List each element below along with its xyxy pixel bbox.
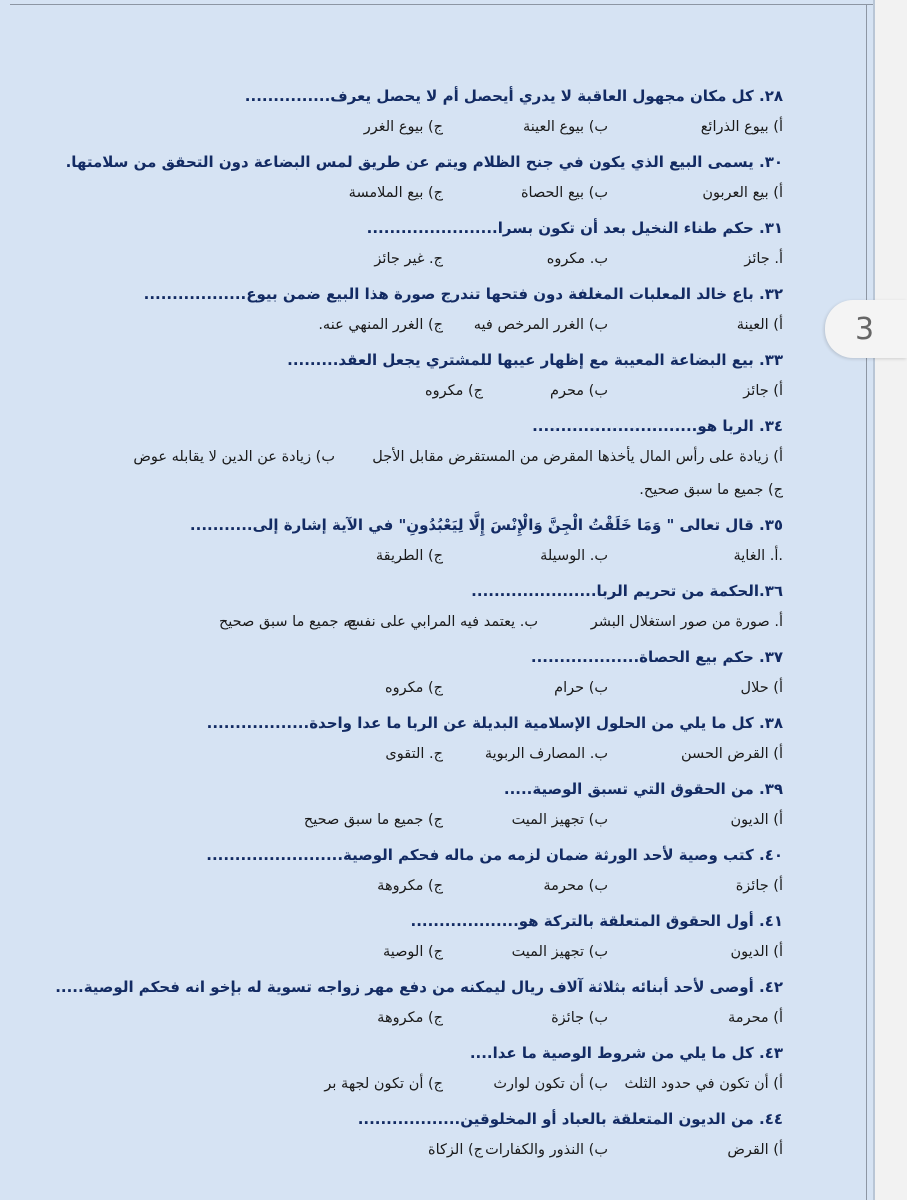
- answer-option: ج) بيع الملامسة: [348, 185, 443, 201]
- answer-option: أ) بيع العربون: [702, 185, 783, 201]
- answer-option: ب) محرم: [549, 383, 608, 399]
- question-text: ٤٢. أوصى لأحد أبنائه بثلاثة آلاف ريال ليمكنه من دفع مهر زواجه تسوية له بإخو انه فحكم الوصية.....: [55, 978, 783, 996]
- answer-option: ب) تجهيز الميت: [511, 812, 608, 828]
- answer-option: ج) جميع ما سبق صحيح: [303, 812, 443, 828]
- page-right-border: [866, 4, 867, 1200]
- options-row: [83, 740, 783, 773]
- answer-option: ج) الغرر المنهي عنه.: [318, 317, 443, 333]
- question-text: ٢٨. كل مكان مجهول العاقبة لا يدري أيحصل أم لا يحصل يعرف...............: [244, 87, 783, 105]
- question-text: ٣٠. يسمى البيع الذي يكون في جنح الظلام ويتم عن طريق لمس البضاعة دون التحقق من سلامتها.: [65, 153, 783, 171]
- answer-option: ب. مكروه: [546, 251, 608, 267]
- answer-option: أ) القرض: [727, 1142, 783, 1158]
- page-number: 3: [855, 312, 875, 347]
- answer-option: أ) بيوع الذرائع: [700, 119, 783, 135]
- question-text: ٤٣. كل ما يلي من شروط الوصية ما عدا....: [469, 1044, 783, 1062]
- answer-option: أ. جائز: [744, 251, 783, 267]
- question-text: ٣٥. قال تعالى " وَمَا خَلَقْتُ الْجِنَّ وَالْإِنْسَ إِلَّا لِيَعْبُدُونِ" في الآية إشارة إلى...........: [189, 516, 783, 534]
- answer-option: .أ. الغاية: [733, 548, 783, 564]
- options-row: [83, 872, 783, 905]
- answer-option: أ) محرمة: [728, 1010, 783, 1026]
- question-text: ٣٤. الربا هو.............................: [532, 417, 783, 435]
- answer-option: ب) تجهيز الميت: [511, 944, 608, 960]
- options-row: [83, 443, 783, 476]
- options-row: [83, 113, 783, 146]
- answer-option: ب. يعتمد فيه المرابي على نفسه: [343, 614, 538, 630]
- answer-option: ج) أن تكون لجهة بر: [324, 1076, 443, 1092]
- options-row: [83, 1136, 783, 1169]
- answer-option: ب. المصارف الربوية: [484, 746, 608, 762]
- question-text: ٣٨. كل ما يلي من الحلول الإسلامية البديلة عن الربا ما عدا واحدة..................: [206, 714, 783, 732]
- answer-option: ج) بيوع الغرر: [363, 119, 443, 135]
- answer-option: ب) أن تكون لوارث: [493, 1076, 608, 1092]
- answer-option: أ) الديون: [730, 944, 783, 960]
- question-text: ٣٧. حكم بيع الحصاة...................: [530, 648, 783, 666]
- answer-option: ج. جميع ما سبق صحيح: [218, 614, 357, 630]
- answer-option: أ) القرض الحسن: [681, 746, 783, 762]
- questions-list: [55, 80, 783, 1169]
- answer-option: ج. التقوى: [385, 746, 443, 762]
- answer-option: ج) مكروهة: [377, 878, 443, 894]
- options-row: [83, 938, 783, 971]
- answer-option: أ) زيادة على رأس المال يأخذها المقرض من المستقرض مقابل الأجل: [372, 449, 783, 465]
- answer-option: ب) بيوع العينة: [522, 119, 608, 135]
- answer-option: أ) الديون: [730, 812, 783, 828]
- answer-option: ج) مكروه: [385, 680, 443, 696]
- answer-option: ج. غير جائز: [374, 251, 443, 267]
- question-text: ٣٣. بيع البضاعة المعيبة مع إظهار عيبها للمشتري يجعل العقد.........: [287, 351, 783, 369]
- answer-option: أ. صورة من صور استغلال البشر: [590, 614, 783, 630]
- options-row: [83, 608, 783, 641]
- options-row: [83, 476, 783, 509]
- answer-option: أ) جائزة: [735, 878, 783, 894]
- options-row: [83, 806, 783, 839]
- page-top-border: [10, 4, 873, 5]
- answer-option: ب) بيع الحصاة: [520, 185, 608, 201]
- answer-option: ب) زيادة عن الدين لا يقابله عوض: [133, 449, 335, 465]
- answer-option: ب) الغرر المرخص فيه: [473, 317, 608, 333]
- question-text: ٤١. أول الحقوق المتعلقة بالتركة هو...................: [410, 912, 783, 930]
- question-text: ٣٩. من الحقوق التي تسبق الوصية.....: [503, 780, 783, 798]
- answer-option: أ) جائز: [743, 383, 783, 399]
- answer-option: ب) حرام: [554, 680, 608, 696]
- options-row: [83, 1070, 783, 1103]
- options-row: [83, 179, 783, 212]
- options-row: [83, 245, 783, 278]
- options-row: [83, 377, 783, 410]
- question-text: ٣٦.الحكمة من تحريم الربا......................: [471, 582, 783, 600]
- question-text: ٤٤. من الديون المتعلقة بالعباد أو المخلوقين..................: [357, 1110, 783, 1128]
- answer-option: أ) أن تكون في حدود الثلث: [624, 1076, 783, 1092]
- question-text: ٣١. حكم طناء النخيل بعد أن تكون بسرا.......................: [366, 219, 783, 237]
- answer-option: ب) محرمة: [543, 878, 608, 894]
- answer-option: ب) النذور والكفارات: [485, 1142, 608, 1158]
- options-row: [83, 542, 783, 575]
- answer-option: أ) العينة: [736, 317, 783, 333]
- answer-option: ج) مكروه: [425, 383, 483, 399]
- question-text: ٤٠. كتب وصية لأحد الورثة ضمان لزمه من ماله فحكم الوصية........................: [206, 846, 783, 864]
- answer-option: ج) الوصية: [382, 944, 443, 960]
- answer-option: ب) جائزة: [551, 1010, 608, 1026]
- options-row: [83, 674, 783, 707]
- page-number-tab[interactable]: [825, 300, 907, 358]
- question-text: ٣٢. باع خالد المعلبات المغلفة دون فتحها تندرج صورة هذا البيع ضمن بيوع..................: [143, 285, 783, 303]
- options-row: [83, 1004, 783, 1037]
- answer-option: ج) جميع ما سبق صحيح.: [639, 482, 783, 498]
- answer-option: أ) حلال: [740, 680, 783, 696]
- answer-option: ج) الزكاة: [428, 1142, 483, 1158]
- options-row: [83, 311, 783, 344]
- answer-option: ج) مكروهة: [377, 1010, 443, 1026]
- answer-option: ج) الطريقة: [375, 548, 443, 564]
- answer-option: ب. الوسيلة: [540, 548, 608, 564]
